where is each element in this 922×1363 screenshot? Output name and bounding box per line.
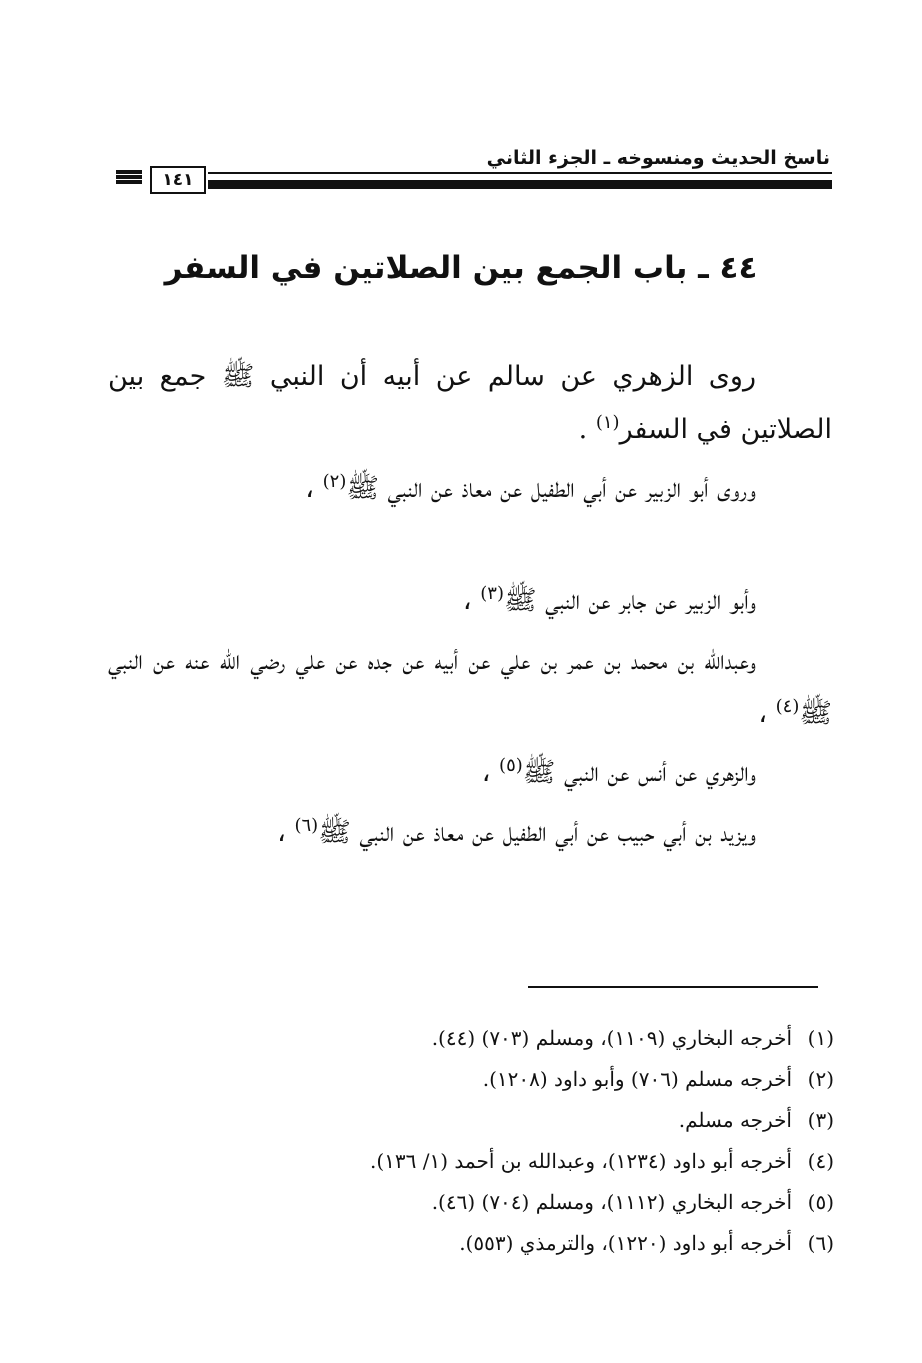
footnote-ref: (٦) xyxy=(294,815,319,836)
footnote-text: أخرجه مسلم (٧٠٦) وأبو داود (١٢٠٨). xyxy=(482,1067,792,1091)
footnote-text: أخرجه البخاري (١١١٢)، ومسلم (٧٠٤) (٤٦). xyxy=(431,1190,792,1214)
header-ornament xyxy=(116,170,142,184)
paragraph-punct: . xyxy=(578,414,588,445)
header-rule-thick xyxy=(208,180,832,189)
paragraph-text: ويزيد بن أبي حبيب عن أبي الطفيل عن معاذ عن النبي ﷺ xyxy=(318,817,756,848)
footnote-number: (٢) xyxy=(807,1067,834,1091)
chapter-title: ٤٤ ـ باب الجمع بين الصلاتين في السفر xyxy=(164,250,758,286)
footnotes-list xyxy=(134,1018,834,1264)
footnote-item xyxy=(134,1141,834,1182)
paragraph-punct: ، xyxy=(305,473,315,504)
footnote-number: (٤) xyxy=(807,1149,834,1173)
paragraph xyxy=(108,574,832,627)
footnote-number: (١) xyxy=(807,1026,834,1050)
footnote-item xyxy=(134,1223,834,1264)
footnote-item xyxy=(134,1059,834,1100)
footnote-ref: (٣) xyxy=(480,583,504,604)
paragraph-text: وروى أبو الزبير عن أبي الطفيل عن معاذ عن النبي ﷺ xyxy=(346,473,756,504)
footnote-text: أخرجه أبو داود (١٢٢٠)، والترمذي (٥٥٣). xyxy=(459,1231,792,1255)
footnote-ref: (٢) xyxy=(322,471,347,492)
paragraph-punct: ، xyxy=(758,698,768,729)
paragraph xyxy=(108,746,832,799)
paragraph-text: وعبدالله بن محمد بن عمر بن علي عن أبيه عن جده عن علي رضي الله عنه عن النبي ﷺ xyxy=(108,645,832,729)
footnote-item xyxy=(134,1018,834,1059)
paragraph-text: والزهري عن أنس عن النبي ﷺ xyxy=(522,757,756,788)
paragraph xyxy=(108,634,832,740)
paragraph-punct: ، xyxy=(481,757,491,788)
paragraph-text: روى الزهري عن سالم عن أبيه أن النبي ﷺ جمع بين الصلاتين في السفر xyxy=(108,361,832,445)
paragraph-text: وأبو الزبير عن جابر عن النبي ﷺ xyxy=(503,585,756,616)
footnote-text: أخرجه البخاري (١١٠٩)، ومسلم (٧٠٣) (٤٤). xyxy=(431,1026,792,1050)
footnote-ref: (٤) xyxy=(775,696,800,717)
footnote-item xyxy=(134,1100,834,1141)
footnote-text: أخرجه مسلم. xyxy=(678,1108,792,1132)
paragraph xyxy=(108,462,832,515)
footnote-number: (٣) xyxy=(807,1108,834,1132)
footnote-item xyxy=(134,1182,834,1223)
footnote-ref: (٥) xyxy=(499,755,523,776)
footnote-number: (٦) xyxy=(807,1231,834,1255)
paragraph-punct: ، xyxy=(462,585,472,616)
footnote-text: أخرجه أبو داود (١٢٣٤)، وعبدالله بن أحمد (١/ ١٣٦). xyxy=(369,1149,792,1173)
footnote-ref: (١) xyxy=(595,412,620,433)
running-header-title: ناسخ الحديث ومنسوخه ـ الجزء الثاني xyxy=(486,147,830,169)
header-rule-thin xyxy=(208,172,832,174)
page-number: ١٤١ xyxy=(150,166,206,194)
paragraph xyxy=(108,350,832,456)
footnote-number: (٥) xyxy=(807,1190,834,1214)
paragraph xyxy=(108,806,832,859)
paragraph-punct: ، xyxy=(277,817,286,848)
footnote-separator xyxy=(528,986,818,988)
